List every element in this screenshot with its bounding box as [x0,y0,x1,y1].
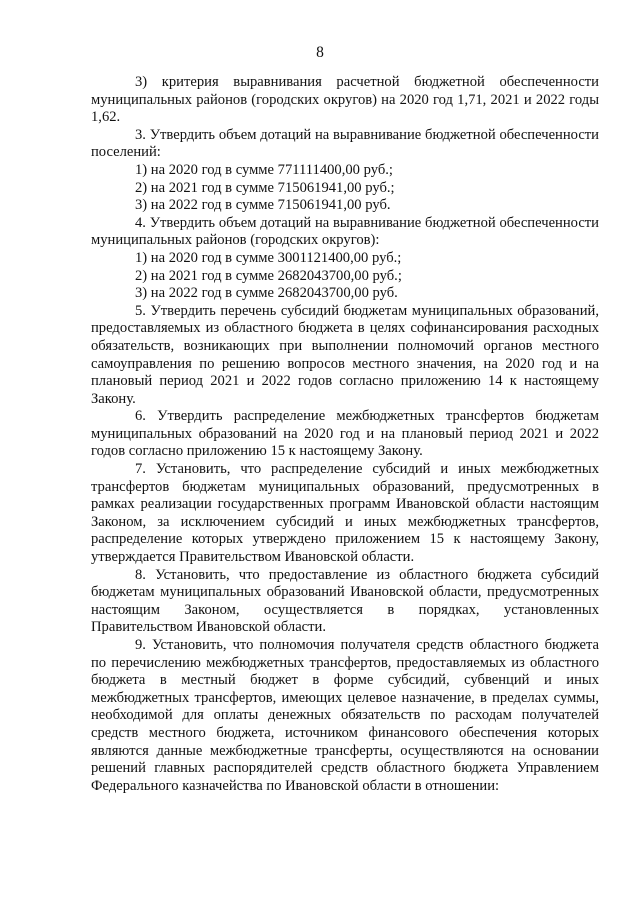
paragraph-6: 6. Утвердить распределение межбюджетных трансфертов бюджетам муниципальных образований на 2020 год и на плановый период 2021 и 2022 годов согласно приложению 15 к настоящему Закону. [91,408,599,460]
paragraph-3-subitem: 3) критерия выравнивания расчетной бюджетной обеспеченности муниципальных районов (городских округов) на 2020 год 1,71, 2021 и 2022 годы 1,62. [91,74,599,126]
list-item: 2) на 2021 год в сумме 2682043700,00 руб.; [135,267,402,284]
paragraph-3: 3. Утвердить объем дотаций на выравнивание бюджетной обеспеченности поселений: [91,126,599,161]
list-item: 3) на 2022 год в сумме 2682043700,00 руб. [135,285,398,302]
page-number: 8 [316,44,324,61]
list-item: 1) на 2020 год в сумме 771111400,00 руб.; [135,161,393,178]
paragraph-8: 8. Установить, что предоставление из областного бюджета субсидий бюджетам муниципальных образований Ивановской области, предусмотренных настоящим Законом, осуществляется в порядках, установленных Правительством Ивановской области. [91,566,599,636]
list-item: 1) на 2020 год в сумме 3001121400,00 руб.; [135,249,402,266]
list-item: 2) на 2021 год в сумме 715061941,00 руб.; [135,179,395,196]
document-body [91,74,599,795]
paragraph-4: 4. Утвердить объем дотаций на выравнивание бюджетной обеспеченности муниципальных районов (городских округов): [91,214,599,249]
list-item: 3) на 2022 год в сумме 715061941,00 руб. [135,197,391,214]
paragraph-9: 9. Установить, что полномочия получателя средств областного бюджета по перечислению межбюджетных трансфертов, предоставляемых из областного бюджета в местный бюджет в форме субсидий, субвенций и иных межбюджетных трансфертов, имеющих целевое назначение, в пределах суммы, необходимой для оплаты денежных обязательств по расходам получателей средств местного бюджета, источником финансового обеспечения которых являются данные межбюджетные трансферты, осуществляются на основании решений главных распорядителей средств областного бюджета Управлением Федерального казначейства по Ивановской области в отношении: [91,637,599,794]
paragraph-5: 5. Утвердить перечень субсидий бюджетам муниципальных образований, предоставляемых из областного бюджета в целях софинансирования расходных обязательств, возникающих при выполнении полномочий органов местного самоуправления по решению вопросов местного значения, на 2020 год и на плановый период 2021 и 2022 годов согласно приложению 14 к настоящему Закону. [91,302,599,407]
paragraph-7: 7. Установить, что распределение субсидий и иных межбюджетных трансфертов бюджетам муниципальных образований, предусмотренных в рамках реализации государственных программ Ивановской области настоящим Законом, за исключением субсидий и иных межбюджетных трансфертов, распределение которых утверждено приложением 15 к настоящему Закону, утверждается Правительством Ивановской области. [91,461,599,566]
